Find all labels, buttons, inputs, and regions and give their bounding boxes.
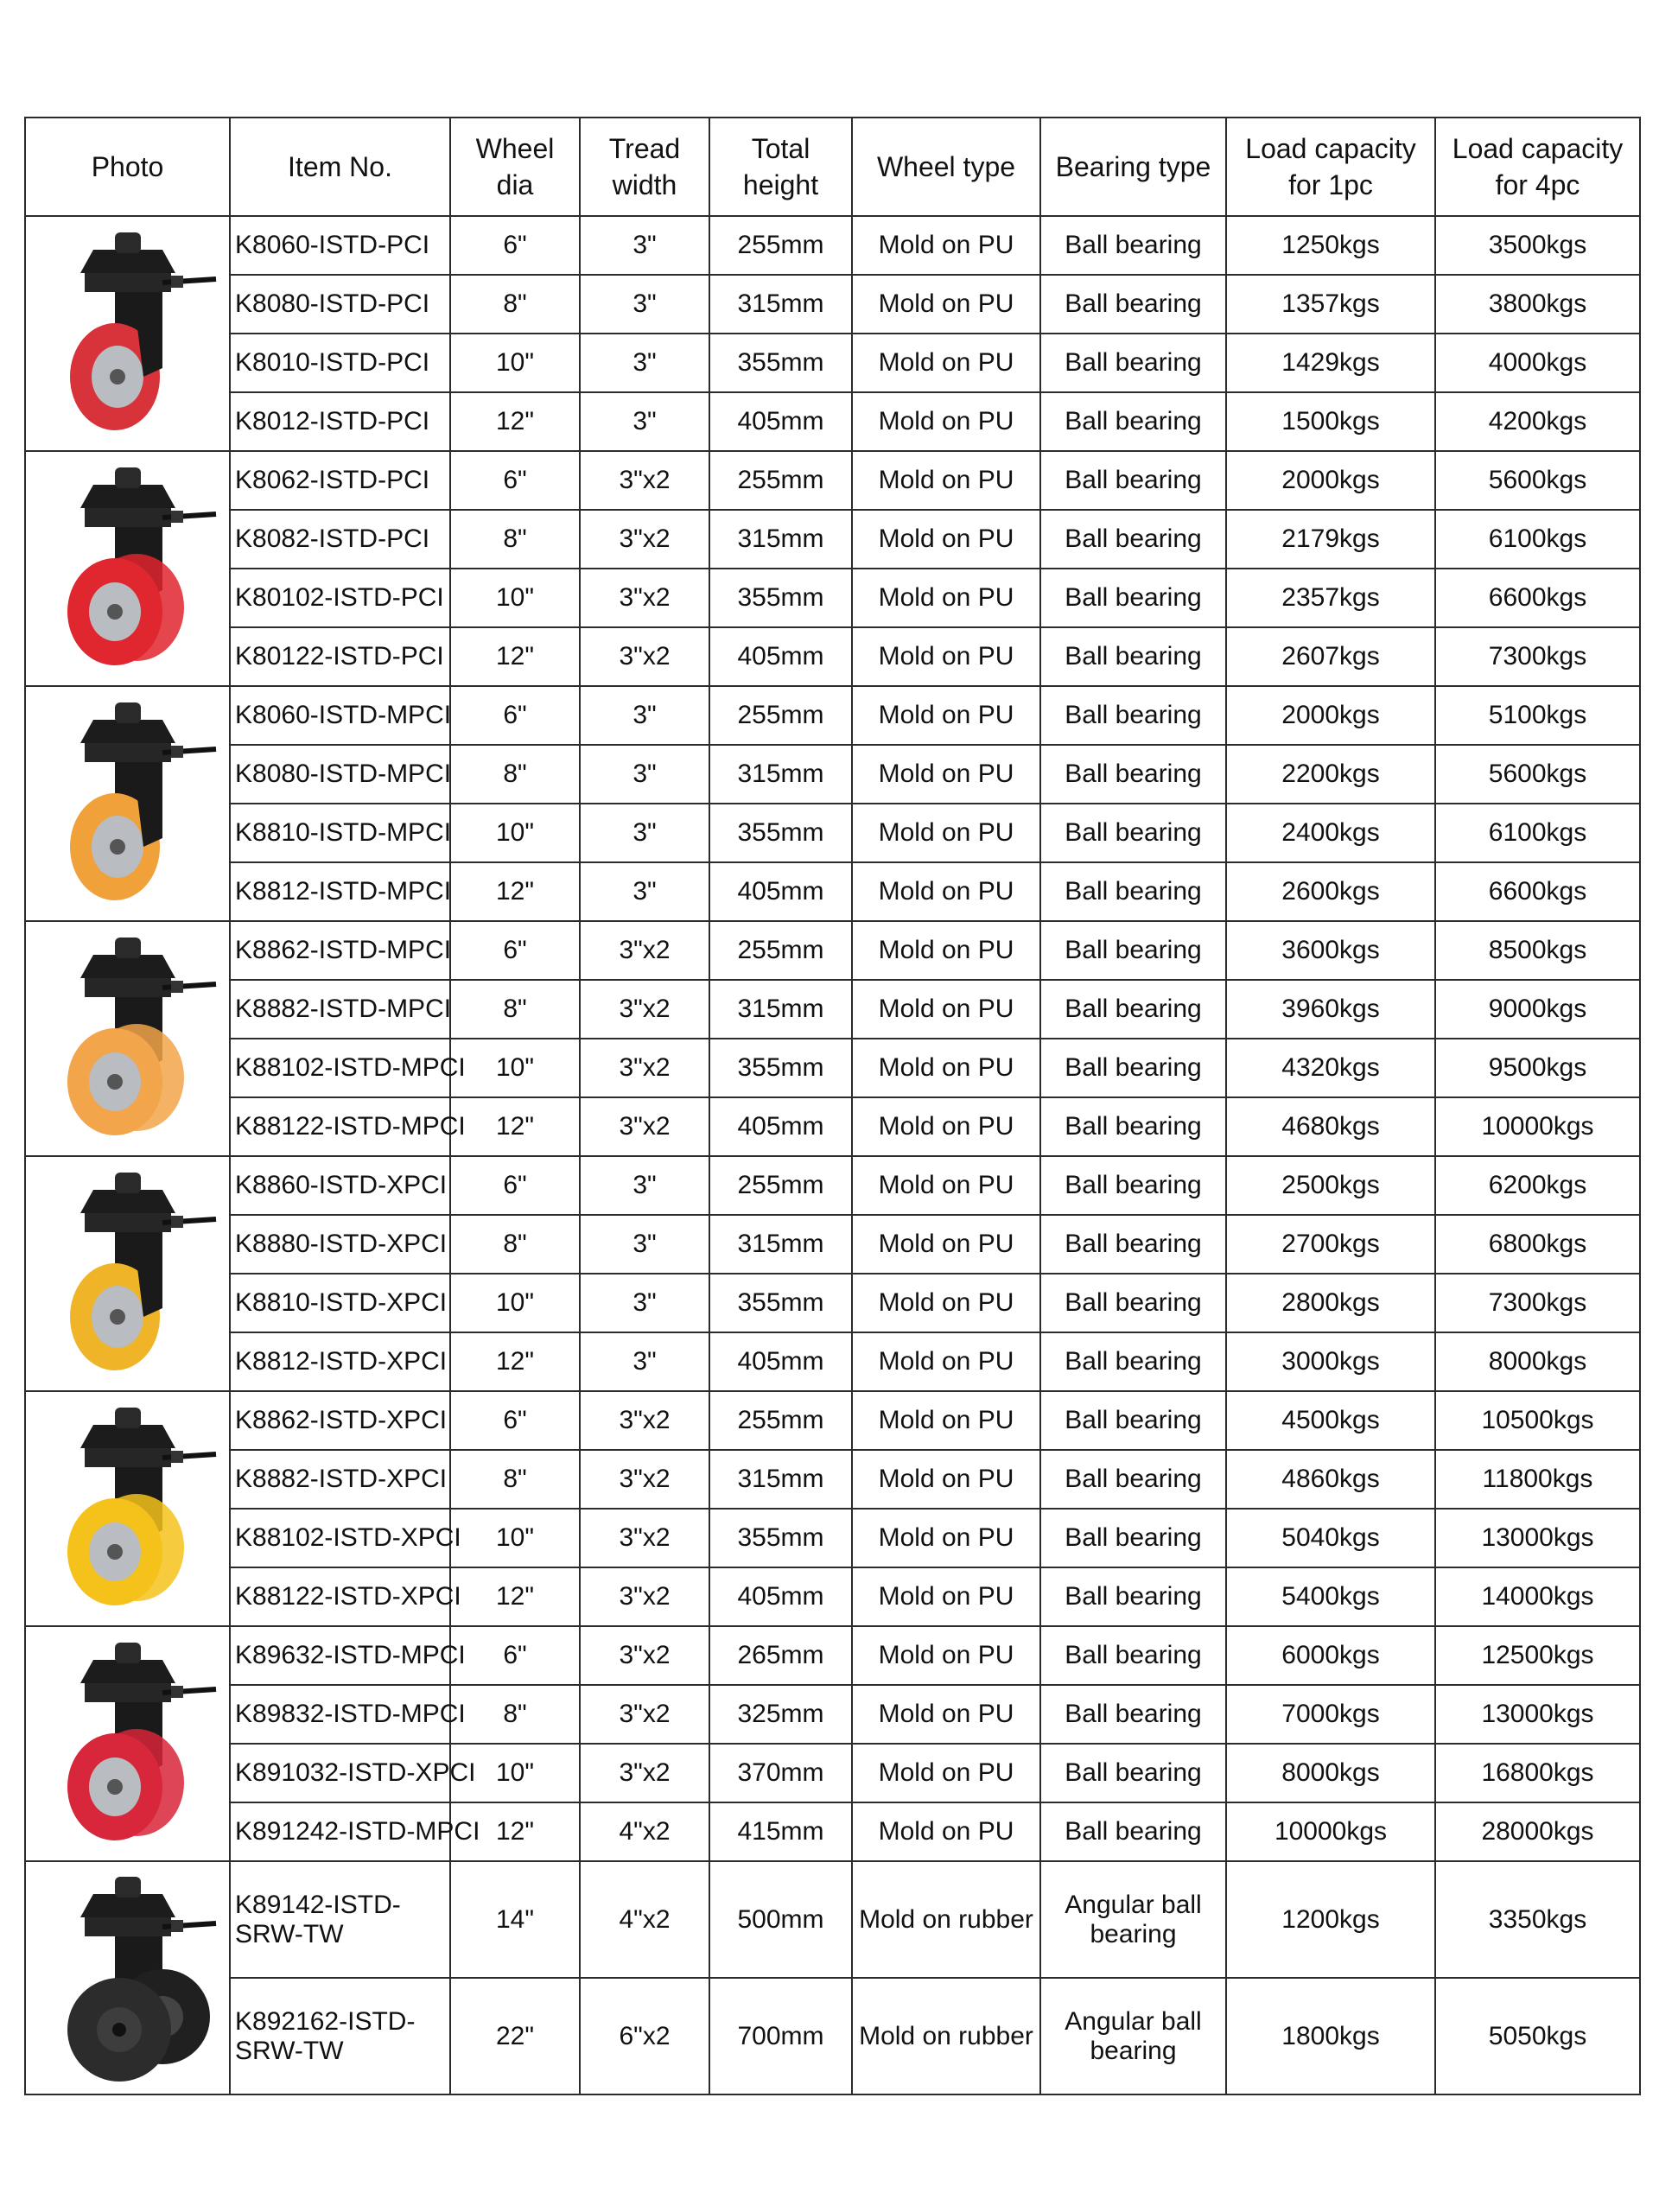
wheel-type-cell: Mold on rubber [852, 1861, 1040, 1978]
total-height-cell: 355mm [709, 569, 852, 627]
load-4pc-cell: 5050kgs [1435, 1978, 1640, 2094]
total-height-cell: 355mm [709, 334, 852, 392]
wheel-type-cell: Mold on PU [852, 1039, 1040, 1097]
item-no-cell: K88122-ISTD-XPCI [230, 1567, 450, 1626]
wheel-dia-cell: 6" [450, 451, 580, 510]
bearing-type-cell: Ball bearing [1040, 1567, 1226, 1626]
wheel-type-cell: Mold on PU [852, 1274, 1040, 1332]
bearing-type-cell: Ball bearing [1040, 1391, 1226, 1450]
wheel-dia-cell: 22" [450, 1978, 580, 2094]
bearing-type-cell: Ball bearing [1040, 1626, 1226, 1685]
item-no-cell: K88122-ISTD-MPCI [230, 1097, 450, 1156]
tread-width-cell: 3" [580, 804, 709, 862]
tread-width-cell: 3"x2 [580, 1509, 709, 1567]
wheel-dia-cell: 8" [450, 1450, 580, 1509]
tread-width-cell: 3"x2 [580, 1097, 709, 1156]
wheel-dia-cell: 6" [450, 1391, 580, 1450]
wheel-type-cell: Mold on PU [852, 627, 1040, 686]
load-4pc-cell: 8500kgs [1435, 921, 1640, 980]
tread-width-cell: 3"x2 [580, 1685, 709, 1744]
total-height-cell: 255mm [709, 1391, 852, 1450]
load-4pc-cell: 14000kgs [1435, 1567, 1640, 1626]
wheel-dia-cell: 12" [450, 1802, 580, 1861]
item-no-cell: K89832-ISTD-MPCI [230, 1685, 450, 1744]
orange-twin-wheel-caster-icon [33, 931, 223, 1147]
wheel-type-cell: Mold on PU [852, 921, 1040, 980]
total-height-cell: 370mm [709, 1744, 852, 1802]
table-row [25, 1332, 1640, 1391]
bearing-type-cell: Ball bearing [1040, 1509, 1226, 1567]
load-4pc-cell: 13000kgs [1435, 1509, 1640, 1567]
tread-width-cell: 3" [580, 1156, 709, 1215]
total-height-cell: 355mm [709, 804, 852, 862]
item-no-cell: K8862-ISTD-XPCI [230, 1391, 450, 1450]
total-height-cell: 315mm [709, 980, 852, 1039]
tread-width-cell: 3"x2 [580, 980, 709, 1039]
total-height-cell: 315mm [709, 1215, 852, 1274]
wheel-type-cell: Mold on PU [852, 745, 1040, 804]
total-height-cell: 405mm [709, 1567, 852, 1626]
total-height-cell: 325mm [709, 1685, 852, 1744]
table-row [25, 921, 1640, 980]
load-1pc-cell: 4680kgs [1226, 1097, 1435, 1156]
header-photo: Photo [25, 118, 230, 216]
bearing-type-cell: Ball bearing [1040, 1744, 1226, 1802]
total-height-cell: 255mm [709, 1156, 852, 1215]
wheel-type-cell: Mold on PU [852, 1215, 1040, 1274]
bearing-type-cell: Ball bearing [1040, 451, 1226, 510]
wheel-dia-cell: 12" [450, 392, 580, 451]
total-height-cell: 315mm [709, 745, 852, 804]
load-1pc-cell: 1357kgs [1226, 275, 1435, 334]
load-4pc-cell: 8000kgs [1435, 1332, 1640, 1391]
load-4pc-cell: 11800kgs [1435, 1450, 1640, 1509]
header-bearing-type: Bearing type [1040, 118, 1226, 216]
bearing-type-cell: Ball bearing [1040, 510, 1226, 569]
item-no-cell: K89142-ISTD-SRW-TW [230, 1861, 450, 1978]
load-1pc-cell: 2400kgs [1226, 804, 1435, 862]
photo-cell [25, 686, 230, 921]
load-1pc-cell: 1200kgs [1226, 1861, 1435, 1978]
load-4pc-cell: 6100kgs [1435, 804, 1640, 862]
load-1pc-cell: 2500kgs [1226, 1156, 1435, 1215]
header-item-no: Item No. [230, 118, 450, 216]
item-no-cell: K8012-ISTD-PCI [230, 392, 450, 451]
orange-single-wheel-caster-icon [33, 696, 223, 912]
load-4pc-cell: 16800kgs [1435, 1744, 1640, 1802]
photo-cell [25, 451, 230, 686]
table-row [25, 451, 1640, 510]
wheel-type-cell: Mold on PU [852, 686, 1040, 745]
item-no-cell: K80102-ISTD-PCI [230, 569, 450, 627]
table-row [25, 804, 1640, 862]
table-row [25, 569, 1640, 627]
tread-width-cell: 6"x2 [580, 1978, 709, 2094]
spec-table-body [25, 216, 1640, 2094]
wheel-type-cell: Mold on PU [852, 1450, 1040, 1509]
tread-width-cell: 3"x2 [580, 1744, 709, 1802]
header-wheel-dia: Wheel dia [450, 118, 580, 216]
bearing-type-cell: Ball bearing [1040, 569, 1226, 627]
load-4pc-cell: 6800kgs [1435, 1215, 1640, 1274]
item-no-cell: K8862-ISTD-MPCI [230, 921, 450, 980]
item-no-cell: K88102-ISTD-MPCI [230, 1039, 450, 1097]
item-no-cell: K8882-ISTD-MPCI [230, 980, 450, 1039]
tread-width-cell: 3" [580, 1215, 709, 1274]
load-4pc-cell: 12500kgs [1435, 1626, 1640, 1685]
wheel-type-cell: Mold on PU [852, 1685, 1040, 1744]
total-height-cell: 255mm [709, 216, 852, 275]
table-row [25, 1274, 1640, 1332]
load-1pc-cell: 5040kgs [1226, 1509, 1435, 1567]
red-single-wheel-caster-icon [33, 226, 223, 442]
item-no-cell: K8080-ISTD-MPCI [230, 745, 450, 804]
bearing-type-cell: Ball bearing [1040, 1274, 1226, 1332]
tread-width-cell: 3" [580, 392, 709, 451]
tread-width-cell: 3"x2 [580, 1626, 709, 1685]
tread-width-cell: 3" [580, 334, 709, 392]
bearing-type-cell: Ball bearing [1040, 1215, 1226, 1274]
load-1pc-cell: 3000kgs [1226, 1332, 1435, 1391]
tread-width-cell: 3"x2 [580, 921, 709, 980]
bearing-type-cell: Ball bearing [1040, 980, 1226, 1039]
tread-width-cell: 3"x2 [580, 569, 709, 627]
table-row [25, 1156, 1640, 1215]
load-1pc-cell: 1250kgs [1226, 216, 1435, 275]
load-4pc-cell: 7300kgs [1435, 1274, 1640, 1332]
item-no-cell: K8080-ISTD-PCI [230, 275, 450, 334]
tread-width-cell: 3"x2 [580, 1391, 709, 1450]
load-4pc-cell: 6100kgs [1435, 510, 1640, 569]
bearing-type-cell: Ball bearing [1040, 745, 1226, 804]
tread-width-cell: 3" [580, 1274, 709, 1332]
table-row [25, 510, 1640, 569]
total-height-cell: 405mm [709, 627, 852, 686]
header-load-1pc: Load capacity for 1pc [1226, 118, 1435, 216]
load-4pc-cell: 5100kgs [1435, 686, 1640, 745]
item-no-cell: K891242-ISTD-MPCI [230, 1802, 450, 1861]
bearing-type-cell: Ball bearing [1040, 1450, 1226, 1509]
wheel-type-cell: Mold on PU [852, 1391, 1040, 1450]
load-4pc-cell: 9500kgs [1435, 1039, 1640, 1097]
item-no-cell: K8060-ISTD-PCI [230, 216, 450, 275]
bearing-type-cell: Ball bearing [1040, 392, 1226, 451]
load-1pc-cell: 4320kgs [1226, 1039, 1435, 1097]
bearing-type-cell: Angular ball bearing [1040, 1978, 1226, 2094]
load-1pc-cell: 2200kgs [1226, 745, 1435, 804]
table-row [25, 1097, 1640, 1156]
wheel-dia-cell: 10" [450, 804, 580, 862]
item-no-cell: K8810-ISTD-XPCI [230, 1274, 450, 1332]
wheel-type-cell: Mold on PU [852, 804, 1040, 862]
header-row [25, 118, 1640, 216]
item-no-cell: K80122-ISTD-PCI [230, 627, 450, 686]
total-height-cell: 405mm [709, 1097, 852, 1156]
load-4pc-cell: 5600kgs [1435, 451, 1640, 510]
wheel-dia-cell: 10" [450, 334, 580, 392]
load-1pc-cell: 2600kgs [1226, 862, 1435, 921]
load-1pc-cell: 3960kgs [1226, 980, 1435, 1039]
load-4pc-cell: 3800kgs [1435, 275, 1640, 334]
table-row [25, 1215, 1640, 1274]
total-height-cell: 405mm [709, 862, 852, 921]
total-height-cell: 405mm [709, 392, 852, 451]
tread-width-cell: 3"x2 [580, 627, 709, 686]
header-total-height: Total height [709, 118, 852, 216]
bearing-type-cell: Ball bearing [1040, 1685, 1226, 1744]
wheel-dia-cell: 6" [450, 1626, 580, 1685]
table-row [25, 1450, 1640, 1509]
bearing-type-cell: Ball bearing [1040, 1039, 1226, 1097]
wheel-type-cell: Mold on PU [852, 1509, 1040, 1567]
table-row [25, 1626, 1640, 1685]
load-4pc-cell: 4200kgs [1435, 392, 1640, 451]
table-row [25, 1861, 1640, 1978]
wheel-type-cell: Mold on PU [852, 392, 1040, 451]
bearing-type-cell: Ball bearing [1040, 216, 1226, 275]
tread-width-cell: 3" [580, 1332, 709, 1391]
table-row [25, 1978, 1640, 2094]
wheel-type-cell: Mold on PU [852, 1097, 1040, 1156]
load-1pc-cell: 4500kgs [1226, 1391, 1435, 1450]
tread-width-cell: 3"x2 [580, 451, 709, 510]
bearing-type-cell: Ball bearing [1040, 862, 1226, 921]
table-row [25, 745, 1640, 804]
item-no-cell: K8062-ISTD-PCI [230, 451, 450, 510]
bearing-type-cell: Ball bearing [1040, 1156, 1226, 1215]
item-no-cell: K8812-ISTD-MPCI [230, 862, 450, 921]
load-4pc-cell: 6600kgs [1435, 569, 1640, 627]
wheel-dia-cell: 14" [450, 1861, 580, 1978]
wheel-dia-cell: 10" [450, 1039, 580, 1097]
total-height-cell: 405mm [709, 1332, 852, 1391]
wheel-type-cell: Mold on PU [852, 862, 1040, 921]
bearing-type-cell: Ball bearing [1040, 275, 1226, 334]
wheel-dia-cell: 6" [450, 1156, 580, 1215]
load-1pc-cell: 1800kgs [1226, 1978, 1435, 2094]
load-4pc-cell: 6200kgs [1435, 1156, 1640, 1215]
caster-spec-table [24, 117, 1641, 2095]
wheel-dia-cell: 8" [450, 275, 580, 334]
wheel-type-cell: Mold on rubber [852, 1978, 1040, 2094]
total-height-cell: 355mm [709, 1274, 852, 1332]
item-no-cell: K8882-ISTD-XPCI [230, 1450, 450, 1509]
wheel-type-cell: Mold on PU [852, 334, 1040, 392]
item-no-cell: K8810-ISTD-MPCI [230, 804, 450, 862]
item-no-cell: K891032-ISTD-XPCI [230, 1744, 450, 1802]
load-1pc-cell: 2800kgs [1226, 1274, 1435, 1332]
total-height-cell: 315mm [709, 275, 852, 334]
total-height-cell: 255mm [709, 686, 852, 745]
item-no-cell: K892162-ISTD-SRW-TW [230, 1978, 450, 2094]
load-1pc-cell: 2607kgs [1226, 627, 1435, 686]
load-1pc-cell: 6000kgs [1226, 1626, 1435, 1685]
wheel-type-cell: Mold on PU [852, 1332, 1040, 1391]
load-1pc-cell: 2179kgs [1226, 510, 1435, 569]
photo-cell [25, 1391, 230, 1626]
load-1pc-cell: 10000kgs [1226, 1802, 1435, 1861]
total-height-cell: 355mm [709, 1039, 852, 1097]
yellow-twin-wheel-caster-icon [33, 1401, 223, 1617]
wheel-dia-cell: 10" [450, 1274, 580, 1332]
photo-cell [25, 1861, 230, 2094]
wheel-dia-cell: 12" [450, 627, 580, 686]
tread-width-cell: 3"x2 [580, 1567, 709, 1626]
tread-width-cell: 4"x2 [580, 1861, 709, 1978]
total-height-cell: 315mm [709, 510, 852, 569]
table-row [25, 1802, 1640, 1861]
item-no-cell: K88102-ISTD-XPCI [230, 1509, 450, 1567]
bearing-type-cell: Ball bearing [1040, 334, 1226, 392]
item-no-cell: K8880-ISTD-XPCI [230, 1215, 450, 1274]
wheel-dia-cell: 6" [450, 921, 580, 980]
item-no-cell: K8010-ISTD-PCI [230, 334, 450, 392]
item-no-cell: K89632-ISTD-MPCI [230, 1626, 450, 1685]
load-1pc-cell: 4860kgs [1226, 1450, 1435, 1509]
load-4pc-cell: 5600kgs [1435, 745, 1640, 804]
tread-width-cell: 3" [580, 745, 709, 804]
photo-cell [25, 216, 230, 451]
item-no-cell: K8082-ISTD-PCI [230, 510, 450, 569]
header-load-4pc: Load capacity for 4pc [1435, 118, 1640, 216]
wheel-dia-cell: 10" [450, 569, 580, 627]
bearing-type-cell: Ball bearing [1040, 1802, 1226, 1861]
wheel-dia-cell: 8" [450, 510, 580, 569]
table-row [25, 216, 1640, 275]
wheel-type-cell: Mold on PU [852, 569, 1040, 627]
wheel-type-cell: Mold on PU [852, 510, 1040, 569]
load-1pc-cell: 3600kgs [1226, 921, 1435, 980]
wheel-type-cell: Mold on PU [852, 1156, 1040, 1215]
load-1pc-cell: 7000kgs [1226, 1685, 1435, 1744]
wheel-dia-cell: 12" [450, 1332, 580, 1391]
bearing-type-cell: Ball bearing [1040, 1332, 1226, 1391]
load-4pc-cell: 3350kgs [1435, 1861, 1640, 1978]
photo-cell [25, 1626, 230, 1861]
bearing-type-cell: Ball bearing [1040, 921, 1226, 980]
wheel-type-cell: Mold on PU [852, 216, 1040, 275]
load-1pc-cell: 1500kgs [1226, 392, 1435, 451]
wheel-dia-cell: 10" [450, 1744, 580, 1802]
total-height-cell: 500mm [709, 1861, 852, 1978]
table-row [25, 1039, 1640, 1097]
load-4pc-cell: 28000kgs [1435, 1802, 1640, 1861]
total-height-cell: 355mm [709, 1509, 852, 1567]
table-row [25, 334, 1640, 392]
total-height-cell: 700mm [709, 1978, 852, 2094]
wheel-dia-cell: 8" [450, 980, 580, 1039]
load-1pc-cell: 5400kgs [1226, 1567, 1435, 1626]
tread-width-cell: 3" [580, 686, 709, 745]
heavy-duty-red-twin-wheel-caster-icon [33, 1636, 223, 1852]
table-row [25, 686, 1640, 745]
load-1pc-cell: 2000kgs [1226, 686, 1435, 745]
table-row [25, 980, 1640, 1039]
load-4pc-cell: 13000kgs [1435, 1685, 1640, 1744]
wheel-type-cell: Mold on PU [852, 275, 1040, 334]
wheel-dia-cell: 6" [450, 216, 580, 275]
load-1pc-cell: 8000kgs [1226, 1744, 1435, 1802]
load-1pc-cell: 2000kgs [1226, 451, 1435, 510]
wheel-type-cell: Mold on PU [852, 1744, 1040, 1802]
wheel-type-cell: Mold on PU [852, 1567, 1040, 1626]
table-row [25, 275, 1640, 334]
load-4pc-cell: 10000kgs [1435, 1097, 1640, 1156]
table-row [25, 862, 1640, 921]
tread-width-cell: 3" [580, 275, 709, 334]
total-height-cell: 255mm [709, 451, 852, 510]
wheel-dia-cell: 12" [450, 862, 580, 921]
load-1pc-cell: 2357kgs [1226, 569, 1435, 627]
wheel-dia-cell: 12" [450, 1097, 580, 1156]
photo-cell [25, 921, 230, 1156]
red-twin-wheel-caster-icon [33, 461, 223, 677]
tread-width-cell: 3"x2 [580, 1450, 709, 1509]
load-1pc-cell: 1429kgs [1226, 334, 1435, 392]
bearing-type-cell: Ball bearing [1040, 627, 1226, 686]
wheel-dia-cell: 8" [450, 1215, 580, 1274]
rubber-twin-wheel-caster-icon [33, 1870, 223, 2086]
load-4pc-cell: 10500kgs [1435, 1391, 1640, 1450]
wheel-dia-cell: 6" [450, 686, 580, 745]
wheel-type-cell: Mold on PU [852, 1626, 1040, 1685]
wheel-type-cell: Mold on PU [852, 451, 1040, 510]
tread-width-cell: 3" [580, 862, 709, 921]
total-height-cell: 265mm [709, 1626, 852, 1685]
wheel-dia-cell: 8" [450, 745, 580, 804]
bearing-type-cell: Ball bearing [1040, 804, 1226, 862]
wheel-dia-cell: 12" [450, 1567, 580, 1626]
total-height-cell: 315mm [709, 1450, 852, 1509]
photo-cell [25, 1156, 230, 1391]
bearing-type-cell: Ball bearing [1040, 686, 1226, 745]
bearing-type-cell: Angular ball bearing [1040, 1861, 1226, 1978]
header-tread-width: Tread width [580, 118, 709, 216]
wheel-type-cell: Mold on PU [852, 980, 1040, 1039]
load-4pc-cell: 6600kgs [1435, 862, 1640, 921]
table-row [25, 1744, 1640, 1802]
table-row [25, 392, 1640, 451]
tread-width-cell: 3"x2 [580, 1039, 709, 1097]
total-height-cell: 255mm [709, 921, 852, 980]
load-4pc-cell: 9000kgs [1435, 980, 1640, 1039]
load-4pc-cell: 7300kgs [1435, 627, 1640, 686]
item-no-cell: K8060-ISTD-MPCI [230, 686, 450, 745]
wheel-dia-cell: 8" [450, 1685, 580, 1744]
item-no-cell: K8860-ISTD-XPCI [230, 1156, 450, 1215]
load-4pc-cell: 3500kgs [1435, 216, 1640, 275]
wheel-type-cell: Mold on PU [852, 1802, 1040, 1861]
table-row [25, 627, 1640, 686]
table-row [25, 1685, 1640, 1744]
tread-width-cell: 4"x2 [580, 1802, 709, 1861]
tread-width-cell: 3" [580, 216, 709, 275]
total-height-cell: 415mm [709, 1802, 852, 1861]
item-no-cell: K8812-ISTD-XPCI [230, 1332, 450, 1391]
tread-width-cell: 3"x2 [580, 510, 709, 569]
header-wheel-type: Wheel type [852, 118, 1040, 216]
table-row [25, 1567, 1640, 1626]
bearing-type-cell: Ball bearing [1040, 1097, 1226, 1156]
table-row [25, 1509, 1640, 1567]
yellow-single-wheel-caster-icon [33, 1166, 223, 1382]
load-1pc-cell: 2700kgs [1226, 1215, 1435, 1274]
table-row [25, 1391, 1640, 1450]
wheel-dia-cell: 10" [450, 1509, 580, 1567]
load-4pc-cell: 4000kgs [1435, 334, 1640, 392]
